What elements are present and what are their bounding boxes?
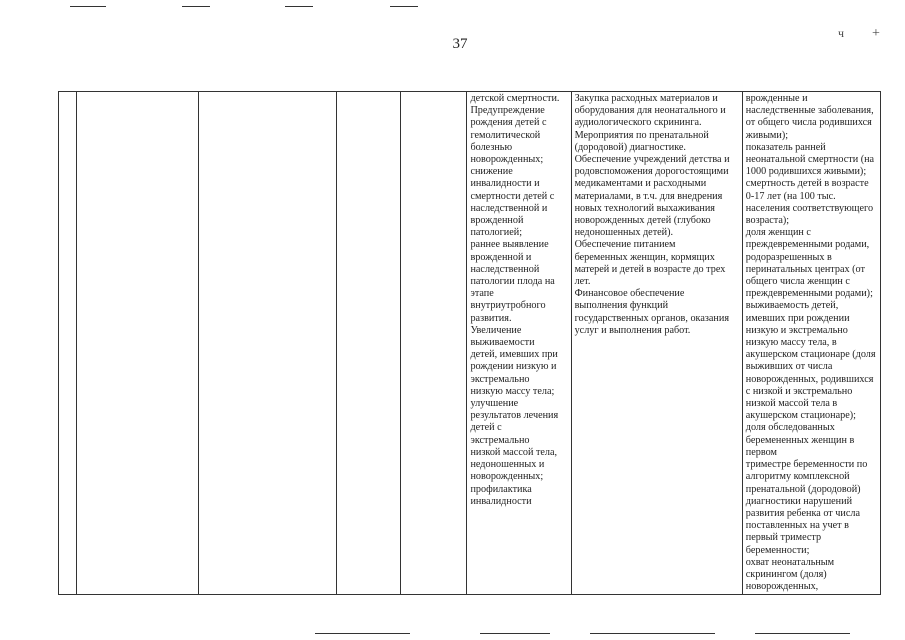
table-cell — [401, 92, 467, 595]
scan-artifact-line — [480, 633, 550, 634]
scan-artifact-line — [390, 6, 418, 7]
table-cell — [337, 92, 401, 595]
scan-artifact-line — [182, 6, 210, 7]
scan-artifact-line — [755, 633, 850, 634]
scan-artifact-line — [70, 6, 106, 7]
scan-artifact-line — [315, 633, 410, 634]
scan-artifact-line — [590, 633, 715, 634]
page-number: 37 — [452, 36, 468, 52]
scan-artifact-line — [285, 6, 313, 7]
corner-mark: ч — [838, 26, 845, 40]
table-cell — [199, 92, 337, 595]
table-row — [59, 92, 881, 595]
goals-cell: детской смертности. Предупреждение рождения детей с гемолитической болезнью новорожденных; снижение инвалидности и смертности детей с наследственной и врожденной патологией; раннее выявление врожденной и наследственной патологии плода на этапе внутриутробного развития. Увеличение выживаемости детей, имевших при рождении низкую и экстремально низкую массу тела; улучшение результатов лечения детей с экстремально низкой массой тела, недоношенных и новорожденных; профилактика инвалидности — [467, 92, 571, 595]
corner-mark: + — [872, 26, 880, 41]
table-cell — [59, 92, 77, 595]
indicators-cell: врожденные и наследственные заболевания, от общего числа родившихся живыми); показатель ранней неонатальной смертности (на 1000 родившихся живыми); смертность детей в возрасте 0-17 лет (на 100 тыс. населения соответствующего возраста); доля женщин с преждевременными родами, родоразрешенных в перинатальных центрах (от общего числа женщин с преждевременными родами); выживаемость детей, имевших при рождении низкую и экстремально низкую массу тела, в акушерском стационаре (доля выживших от числа новорожденных, родившихся с низкой и экстремально низкой массой тела в акушерском стационаре); доля обследованных беремененных женщин в первом триместре беременности по алгоритму комплексной пренатальной (дородовой) диагностики нарушений развития ребенка от числа поставленных на учет в первый триместр беременности; охват неонатальным скринингом (доля) новорожденных, — [742, 92, 880, 595]
activities-cell: Закупка расходных материалов и оборудования для неонатального и аудиологического скрининга. Мероприятия по пренатальной (дородовой) диагностике. Обеспечение учреждений детства и родовспоможения дорогостоящими медикаментами и расходными материалами, в т.ч. для внедрения новых технологий выхаживания новорожденных детей (глубоко недоношенных детей). Обеспечение питанием беременных женщин, кормящих матерей и детей в возрасте до трех лет. Финансовое обеспечение выполнения функций государственных органов, оказания услуг и выполнения работ. — [571, 92, 742, 595]
table-cell — [77, 92, 199, 595]
document-table — [58, 91, 881, 595]
